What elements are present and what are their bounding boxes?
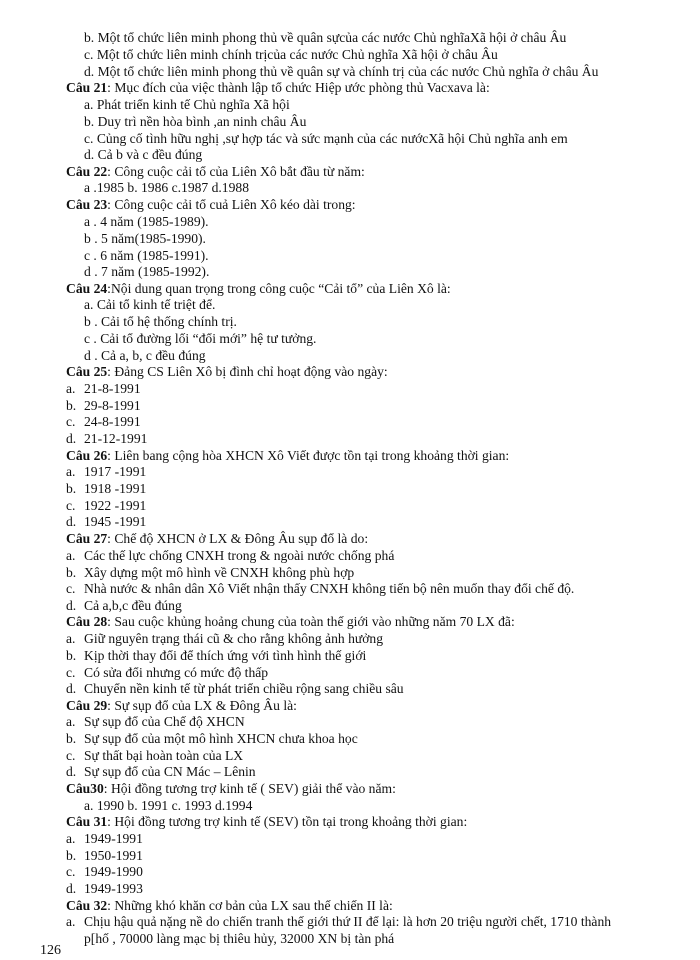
- answer-option: b . 5 năm(1985-1990).: [84, 231, 206, 246]
- answer-option: [66, 514, 146, 530]
- answer-option: [66, 848, 143, 864]
- option-text: Giữ nguyên trạng thái cũ & cho rằng không ảnh hưởng: [84, 631, 384, 646]
- answer-option: c. Một tổ chức liên minh chính trịcủa các nước Chủ nghĩa Xã hội ở châu Âu: [84, 47, 498, 62]
- question-text: : Chế độ XHCN ở LX & Đông Âu sụp đổ là do:: [107, 531, 369, 546]
- option-letter: d.: [66, 881, 77, 896]
- option-text: 1949-1991: [84, 831, 143, 846]
- question-line: [66, 814, 467, 830]
- option-text: 1950-1991: [84, 848, 143, 863]
- question-text: : Những khó khăn cơ bản của LX sau thế chiến II là:: [107, 898, 393, 913]
- question-label: Câu 29: [66, 698, 108, 713]
- option-text: Chuyển nền kinh tế từ phát triển chiều rộng sang chiều sâu: [84, 681, 404, 696]
- option-letter: b.: [66, 848, 77, 863]
- answer-option: [66, 565, 354, 581]
- option-letter: d.: [66, 431, 77, 446]
- answer-option: [66, 648, 366, 664]
- answer-option: b . Cải tổ hệ thống chính trị.: [84, 314, 237, 329]
- option-text: Nhà nước & nhân dân Xô Viết nhận thấy CNXH không tiến bộ nên muốn thay đổi chế độ.: [84, 581, 575, 596]
- option-text: 1949-1993: [84, 881, 143, 896]
- question-text: : Công cuộc cải tổ của Liên Xô bắt đầu từ năm:: [107, 164, 365, 179]
- question-line: [66, 80, 490, 96]
- answer-option: [66, 881, 143, 897]
- option-letter: a.: [66, 381, 76, 396]
- option-letter: d.: [66, 514, 77, 529]
- option-letter: a.: [66, 714, 76, 729]
- question-label: Câu 27: [66, 531, 108, 546]
- option-letter: b.: [66, 731, 77, 746]
- question-text: : Sự sụp đổ của LX & Đông Âu là:: [107, 698, 297, 713]
- answer-option: a . 4 năm (1985-1989).: [84, 214, 209, 229]
- question-text: : Hội đồng tương trợ kinh tế ( SEV) giải thể vào năm:: [103, 781, 396, 796]
- question-text: : Sau cuộc khủng hoảng chung của toàn thế giới vào những năm 70 LX đã:: [107, 614, 515, 629]
- answer-option: d . 7 năm (1985-1992).: [84, 264, 210, 279]
- option-text: 24-8-1991: [84, 414, 141, 429]
- answer-option: c . 6 năm (1985-1991).: [84, 248, 209, 263]
- option-text: 1918 -1991: [84, 481, 147, 496]
- question-text: : Hội đồng tương trợ kinh tế (SEV) tồn tại trong khoảng thời gian:: [107, 814, 468, 829]
- option-letter: b.: [66, 398, 77, 413]
- answer-option: c. Củng cố tình hữu nghị ,sự hợp tác và sức mạnh của các nướcXã hội Chủ nghĩa anh em: [84, 131, 568, 146]
- question-label: Câu 26: [66, 448, 108, 463]
- answer-option: d. Một tổ chức liên minh phong thủ về quân sự và chính trị của các nước Chủ nghĩa ở châu Âu: [84, 64, 599, 79]
- question-line: [66, 197, 356, 213]
- option-text: 1922 -1991: [84, 498, 147, 513]
- question-line: [66, 281, 451, 297]
- answer-option: a. Phát triển kinh tế Chủ nghĩa Xã hội: [84, 97, 290, 112]
- answer-option: [66, 431, 147, 447]
- option-text: Các thế lực chống CNXH trong & ngoài nước chống phá: [84, 548, 395, 563]
- answer-option: [66, 481, 146, 497]
- option-letter: d.: [66, 764, 77, 779]
- answer-option: [66, 464, 146, 480]
- answer-option: [66, 764, 256, 780]
- question-label: Câu 25: [66, 364, 108, 379]
- question-text: : Đảng CS Liên Xô bị đình chỉ hoạt động vào ngày:: [107, 364, 388, 379]
- option-letter: c.: [66, 864, 76, 879]
- option-text: Chịu hậu quả nặng nề do chiến tranh thế giới thứ II để lại: là hơn 20 triệu người chết, 1710 thành: [84, 914, 612, 929]
- option-text: Có sửa đổi nhưng có mức độ thấp: [84, 665, 269, 680]
- option-text: 1949-1990: [84, 864, 143, 879]
- question-label: Câu30: [66, 781, 104, 796]
- option-letter: d.: [66, 598, 77, 613]
- answer-option: b. Duy trì nền hòa bình ,an ninh châu Âu: [84, 114, 307, 129]
- answer-option: d. Cả b và c đều đúng: [84, 147, 203, 162]
- question-label: Câu 32: [66, 898, 108, 913]
- option-letter: a.: [66, 464, 76, 479]
- continuation-line: p[hố , 70000 làng mạc bị thiêu hủy, 32000 XN bị tàn phá: [84, 931, 395, 946]
- option-letter: b.: [66, 565, 77, 580]
- answer-option: [66, 414, 141, 430]
- question-line: [66, 448, 509, 464]
- answer-option: [66, 581, 574, 597]
- option-text: Cả a,b,c đều đúng: [84, 598, 182, 613]
- question-label: Câu 31: [66, 814, 108, 829]
- answer-option: [66, 548, 394, 564]
- option-letter: b.: [66, 648, 77, 663]
- answer-option: d . Cả a, b, c đều đúng: [84, 348, 206, 363]
- answer-option: c . Cải tổ đường lối “đổi mới” hệ tư tưởng.: [84, 331, 317, 346]
- option-text: 21-12-1991: [84, 431, 148, 446]
- option-letter: a.: [66, 914, 76, 929]
- question-line: [66, 531, 368, 547]
- option-text: 1945 -1991: [84, 514, 147, 529]
- answer-option: [66, 914, 611, 930]
- option-letter: a.: [66, 631, 76, 646]
- answer-option: [66, 498, 146, 514]
- answer-option: a .1985 b. 1986 c.1987 d.1988: [84, 180, 249, 195]
- option-text: Sự thất bại hoàn toàn của LX: [84, 748, 244, 763]
- answer-option: [66, 665, 268, 681]
- question-line: [66, 614, 515, 630]
- question-label: Câu 21: [66, 80, 108, 95]
- option-letter: d.: [66, 681, 77, 696]
- option-letter: a.: [66, 831, 76, 846]
- question-line: [66, 698, 297, 714]
- option-letter: a.: [66, 548, 76, 563]
- question-label: Câu 22: [66, 164, 108, 179]
- option-text: Kịp thời thay đổi để thích ứng với tình hình thế giới: [84, 648, 367, 663]
- option-letter: c.: [66, 665, 76, 680]
- answer-option: a. 1990 b. 1991 c. 1993 d.1994: [84, 798, 253, 813]
- question-text: :Nội dung quan trọng trong công cuộc “Cải tổ” của Liên Xô là:: [107, 281, 451, 296]
- answer-option: [66, 631, 383, 647]
- answer-option: a. Cải tổ kinh tế triệt để.: [84, 297, 216, 312]
- question-text: : Mục đích của việc thành lập tổ chức Hiệp ước phòng thủ Vacxava là:: [107, 80, 490, 95]
- answer-option: [66, 398, 141, 414]
- question-label: Câu 24: [66, 281, 108, 296]
- question-line: [66, 781, 396, 797]
- question-label: Câu 23: [66, 197, 108, 212]
- answer-option: [66, 748, 243, 764]
- answer-option: [66, 681, 404, 697]
- option-text: Sự sụp đổ của một mô hình XHCN chưa khoa học: [84, 731, 358, 746]
- option-text: 1917 -1991: [84, 464, 147, 479]
- option-text: Xây dựng một mô hình về CNXH không phù hợp: [84, 565, 355, 580]
- question-line: [66, 164, 365, 180]
- answer-option: [66, 598, 182, 614]
- option-letter: c.: [66, 748, 76, 763]
- answer-option: [66, 731, 358, 747]
- question-text: : Liên bang cộng hòa XHCN Xô Viết được tồn tại trong khoảng thời gian:: [107, 448, 510, 463]
- page-number: 126: [40, 943, 61, 958]
- question-label: Câu 28: [66, 614, 108, 629]
- answer-option: b. Một tổ chức liên minh phong thủ về quân sựcủa các nước Chủ nghĩaXã hội ở châu Âu: [84, 30, 567, 45]
- option-letter: c.: [66, 414, 76, 429]
- answer-option: [66, 381, 141, 397]
- answer-option: [66, 864, 143, 880]
- question-line: [66, 364, 388, 380]
- option-letter: c.: [66, 581, 76, 596]
- option-text: 21-8-1991: [84, 381, 141, 396]
- question-line: [66, 898, 393, 914]
- option-text: Sự sụp đổ của CN Mác – Lênin: [84, 764, 256, 779]
- option-text: 29-8-1991: [84, 398, 141, 413]
- option-letter: c.: [66, 498, 76, 513]
- option-letter: b.: [66, 481, 77, 496]
- question-text: : Công cuộc cải tổ cuả Liên Xô kéo dài trong:: [107, 197, 356, 212]
- option-text: Sự sụp đổ của Chế độ XHCN: [84, 714, 245, 729]
- answer-option: [66, 714, 245, 730]
- answer-option: [66, 831, 143, 847]
